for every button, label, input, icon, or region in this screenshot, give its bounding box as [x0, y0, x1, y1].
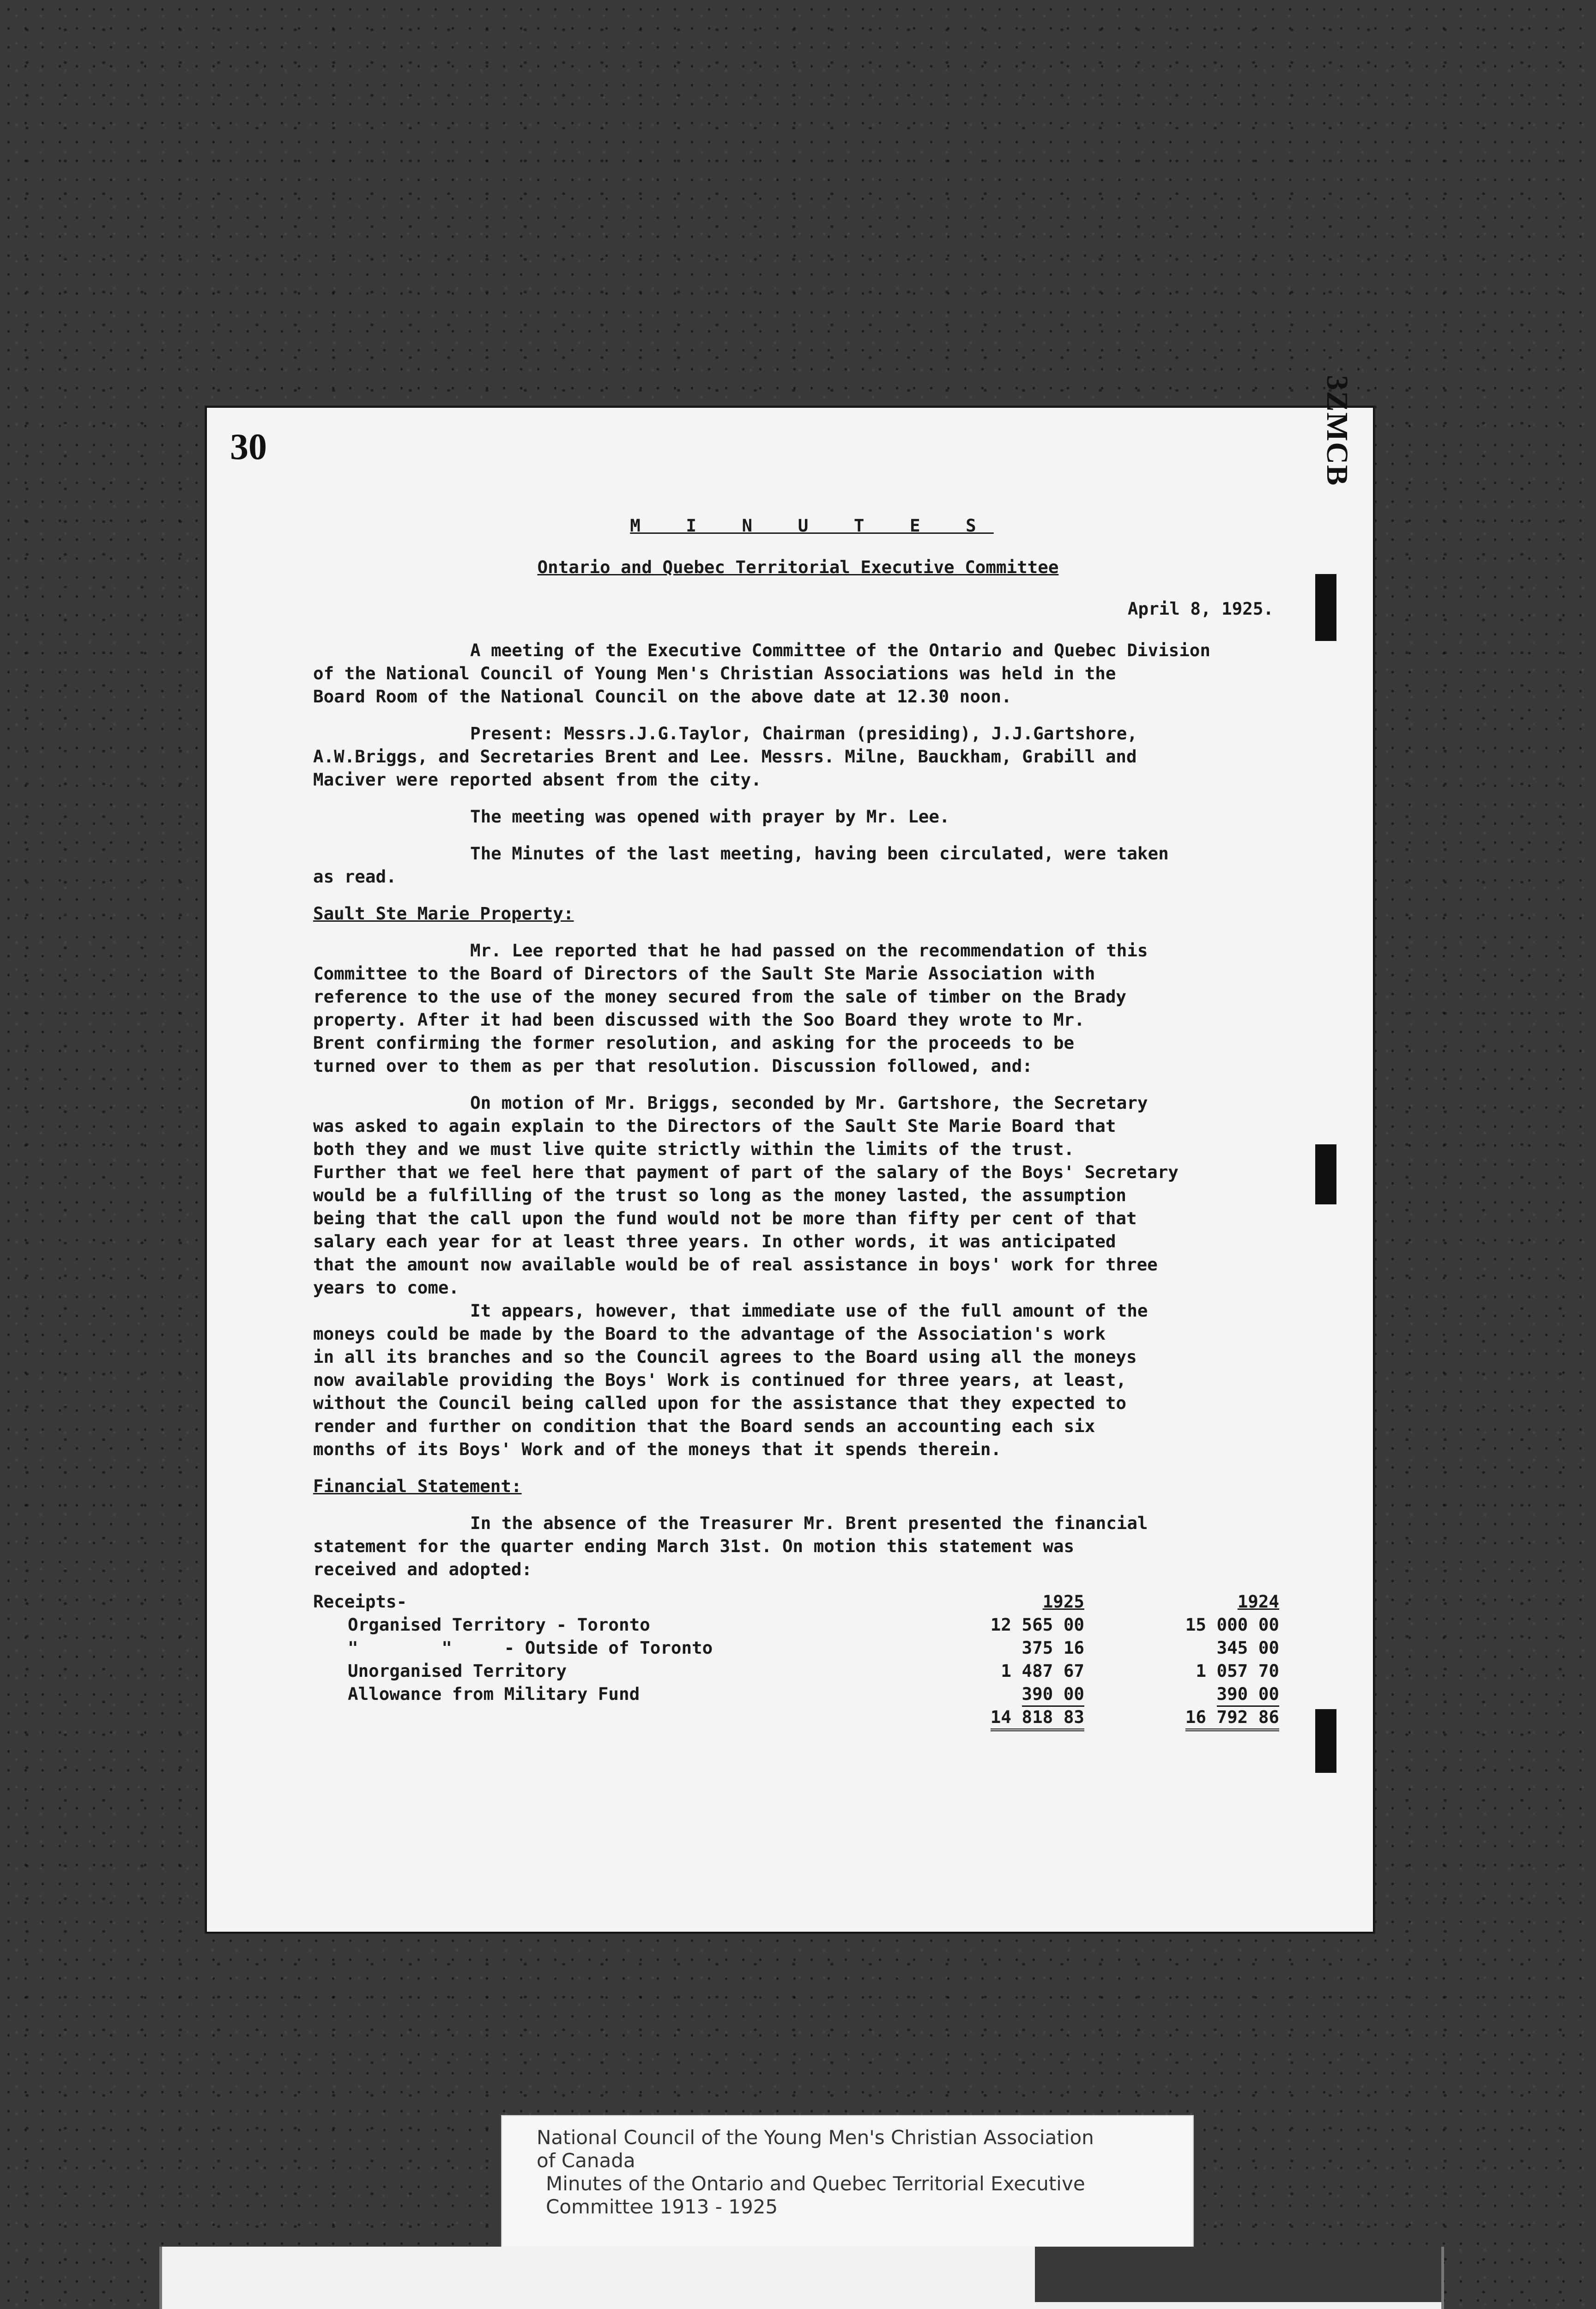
row-label: Organised Territory - Toronto — [348, 1614, 650, 1635]
document-title: M I N U T E S — [630, 515, 994, 536]
public-archives-card — [159, 2247, 1444, 2309]
row-value-1925: 375 16 — [1022, 1638, 1084, 1658]
table-row — [313, 1613, 1283, 1636]
row-value-1924: 390 00 — [1217, 1682, 1279, 1707]
finding-aid-line-1: National Council of the Young Men's Christian Association — [537, 2126, 1094, 2149]
finding-aid-line-3: Minutes of the Ontario and Quebec Territorial Executive — [546, 2172, 1085, 2195]
table-row — [313, 1636, 1283, 1659]
row-value-1924: 15 000 00 — [1185, 1614, 1279, 1635]
financial-heading: Financial Statement: — [313, 1476, 522, 1496]
row-label: Allowance from Military Fund — [348, 1684, 640, 1704]
meeting-date: April 8, 1925. — [1127, 598, 1274, 619]
total-row — [313, 1705, 1283, 1729]
margin-mark-2 — [1315, 1144, 1336, 1204]
margin-mark-1 — [1315, 574, 1336, 641]
financial-table — [313, 1590, 1283, 1729]
receipts-label: Receipts- — [313, 1591, 407, 1612]
year-1925-header: 1925 — [1042, 1591, 1084, 1612]
row-value-1924: 345 00 — [1216, 1638, 1279, 1658]
finding-aid-line-4: Committee 1913 - 1925 — [546, 2195, 778, 2218]
minutes-read-paragraph: The Minutes of the last meeting, having been circulated, were taken as read. — [313, 843, 1169, 887]
financial-intro-paragraph: In the absence of the Treasurer Mr. Brent presented the financial statement for the quarter ending March 31st. On motion this statement was received and adopted: — [313, 1513, 1148, 1579]
finding-aid-label — [501, 2115, 1194, 2249]
table-row — [313, 1659, 1283, 1682]
present-paragraph: Present: Messrs.J.G.Taylor, Chairman (presiding), J.J.Gartshore, A.W.Briggs, and Secretaries Brent and Lee. Messrs. Milne, Bauckham, Grabill and Maciver were reported absent from the city. — [313, 723, 1137, 790]
table-row — [313, 1682, 1283, 1705]
row-label: Unorganised Territory — [348, 1661, 567, 1681]
sault-motion-paragraph: On motion of Mr. Briggs, seconded by Mr. Gartshore, the Secretary was asked to again explain to the Directors of the Sault Ste Marie Board that both they and we must live quite strictly within the limits of the trust. Further that we feel here that payment of part of the salary of the Boys' Secretary would be a fulfilling of the trust so long as the money lasted, the assumption being that the call upon the fund would not be more than fifty per cent of that salary each year for at least three years. In other words, it was anticipated that the amount now available would be of real assistance in boys' work for three years to come. — [313, 1093, 1179, 1298]
row-value-1925: 1 487 67 — [1001, 1661, 1084, 1681]
sault-appears-paragraph: It appears, however, that immediate use of the full amount of the moneys could be made by the Board to the advantage of the Association's work in all its branches and so the Council agrees to the Board using all the moneys now available providing the Boys' Work is continued for three years, at least, without the Council being called upon for the assistance that they expected to render and further on condition that the Board sends an accounting each six months of its Boys' Work and of the moneys that it spends therein. — [313, 1300, 1148, 1459]
sault-heading: Sault Ste Marie Property: — [313, 903, 574, 924]
total-1924: 16 792 86 — [1185, 1705, 1279, 1731]
row-value-1924: 1 057 70 — [1196, 1661, 1279, 1681]
page-number: 30 — [230, 427, 267, 467]
year-1924-header: 1924 — [1237, 1591, 1279, 1612]
finding-aid-line-2: of Canada — [537, 2149, 635, 2172]
total-1925: 14 818 83 — [991, 1705, 1084, 1731]
committee-subtitle: Ontario and Quebec Territorial Executive Committee — [537, 557, 1059, 577]
minutes-page — [206, 375, 1374, 1933]
row-value-1925: 12 565 00 — [990, 1614, 1084, 1635]
document-body — [313, 514, 1283, 1729]
margin-mark-3 — [1315, 1709, 1336, 1773]
table-header-row — [313, 1590, 1283, 1613]
intro-paragraph: A meeting of the Executive Committee of the Ontario and Quebec Division of the National Council of Young Men's Christian Associations was held in the Board Room of the National Council on the above date at 12.30 noon. — [313, 640, 1210, 707]
prayer-paragraph: The meeting was opened with prayer by Mr. Lee. — [470, 806, 950, 827]
reference-code: 3ZMCB — [1320, 375, 1354, 486]
sault-report-paragraph: Mr. Lee reported that he had passed on the recommendation of this Committee to the Board of Directors of the Sault Ste Marie Association with reference to the use of the money secured from the sale of timber on the Brady property. After it had been discussed with the Soo Board they wrote to Mr. Brent confirming the former resolution, and asking for the proceeds to be turned over to them as per that resolution. Discussion followed, and: — [313, 940, 1148, 1076]
row-value-1925: 390 00 — [1022, 1682, 1084, 1707]
row-label: " " - Outside of Toronto — [348, 1638, 713, 1658]
